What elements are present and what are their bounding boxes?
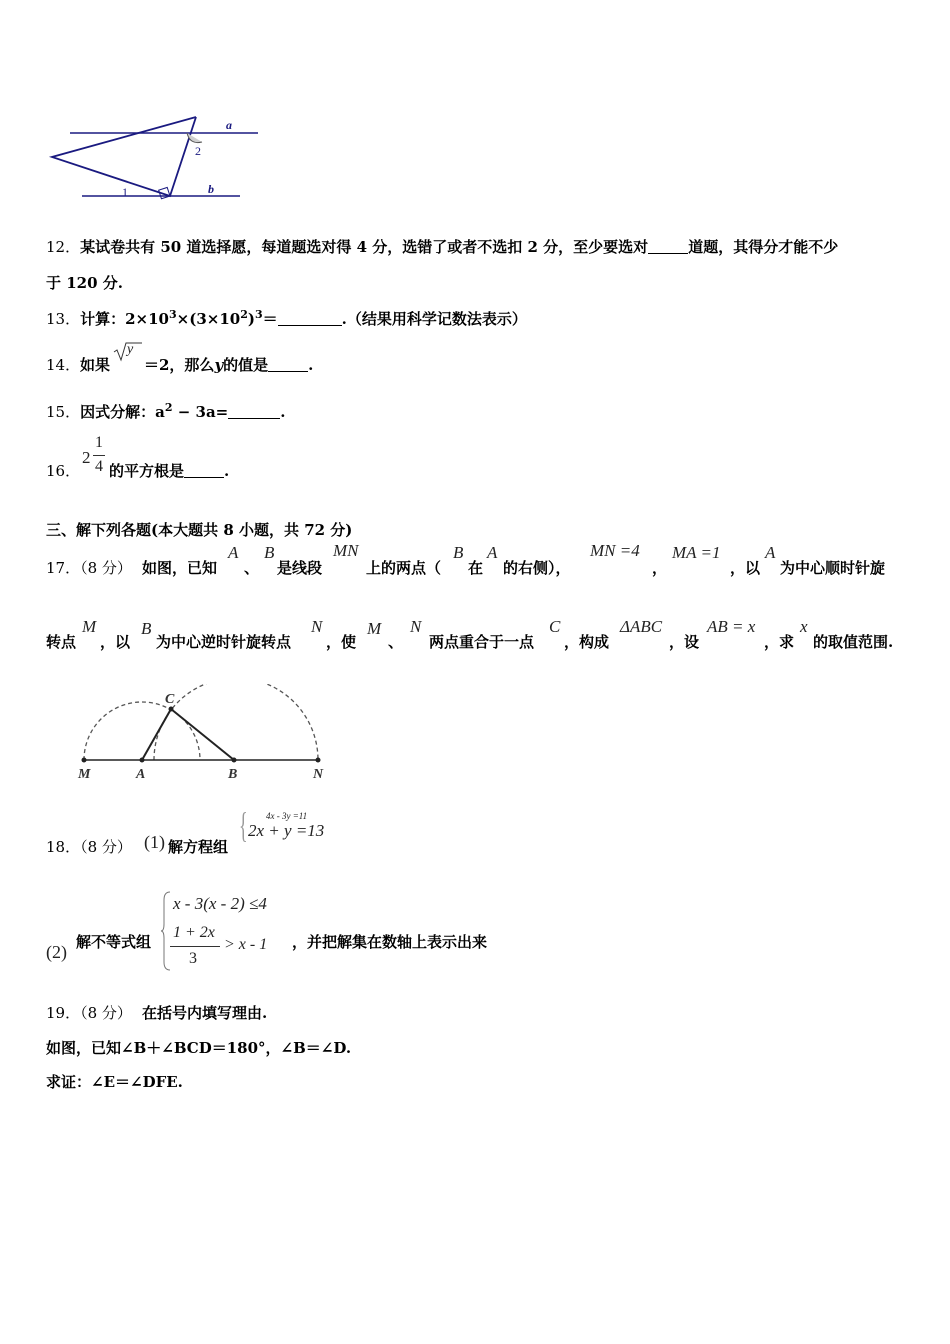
label-B: B (228, 767, 238, 782)
var-A: A (228, 543, 239, 562)
point-A (140, 758, 145, 763)
inequality-brace (160, 890, 172, 972)
part-1-label: (1) (144, 832, 165, 852)
question-19-given: 如图，已知∠B＋∠BCD＝180°，∠B＝∠D. (46, 1039, 352, 1057)
label-N: N (313, 767, 324, 782)
question-12-line2: 于 120 分. (46, 274, 123, 292)
q17-l2-text-9: 的取值范围. (813, 633, 894, 651)
var-N: N (311, 617, 323, 636)
inequality-1: x - 3(x - 2) ≤4 (173, 894, 267, 913)
point-N (316, 758, 321, 763)
inequality-2-numerator: 1 + 2x (173, 924, 215, 941)
point-C (169, 707, 174, 712)
answer-blank[interactable] (648, 239, 688, 254)
label-C: C (165, 692, 175, 707)
question-16-body: 的平方根是 . (109, 462, 230, 480)
part-2-text: 解不等式组 (76, 933, 152, 951)
segment-BC (171, 709, 234, 760)
equation-1: 4x - 3y =11 (266, 811, 308, 821)
angle-2-arc (187, 133, 202, 143)
var-M: M (82, 617, 97, 636)
inequality-fraction-bar (170, 946, 220, 947)
inequality-2-rhs: > x - 1 (224, 936, 268, 953)
ma-equation: MA =1 (672, 543, 721, 562)
question-13: 13．计算：$2\times 10^3\times(3\times 10^2)^3=$ .（结果用科学记数法表示） (46, 308, 527, 328)
arc-around-B (154, 684, 318, 760)
question-14-number: 14． (46, 356, 81, 374)
var-MN: MN (333, 541, 359, 560)
var-x: x (800, 617, 808, 636)
q17-text-1: 如图，已知 (142, 559, 218, 577)
q17-sep: 、 (244, 559, 260, 577)
question-18-number: 18．（8 分） (46, 838, 132, 856)
q17-l2-text-7: ，设 (669, 633, 700, 651)
answer-blank[interactable] (278, 311, 342, 326)
q17-l2-sep: 、 (388, 633, 404, 651)
question-16-number: 16． (46, 462, 81, 480)
var-N: N (410, 617, 422, 636)
triangle-abc: ΔABC (620, 617, 663, 636)
radicand-y: y (127, 342, 134, 357)
q17-l2-text-2: ，以 (100, 633, 131, 651)
question-19-prove: 求证：∠E＝∠DFE. (46, 1073, 183, 1091)
label-b: b (208, 182, 214, 196)
ab-equation: AB = x (707, 617, 756, 636)
q17-l2-text-4: ，使 (326, 633, 357, 651)
mixed-whole: 2 (82, 448, 91, 467)
fraction-numerator: 1 (95, 434, 103, 451)
rotation-figure (70, 684, 340, 788)
part-1-text: 解方程组 (168, 838, 229, 856)
arc-around-A (84, 702, 200, 760)
question-17-number: 17．（8 分） (46, 559, 132, 577)
var-A: A (765, 543, 776, 562)
part-2-label: (2) (46, 942, 67, 962)
point-M (82, 758, 87, 763)
inequality-2-denominator: 3 (189, 950, 197, 967)
var-M: M (367, 619, 382, 638)
q17-l2-text-3: 为中心逆时针旋转点 (156, 633, 292, 651)
mn-equation: MN =4 (590, 541, 640, 560)
system-brace: { (239, 805, 248, 845)
fraction-bar (93, 455, 105, 456)
var-A: A (487, 543, 498, 562)
var-C: C (549, 617, 561, 636)
q17-text-3: 上的两点（ (366, 559, 442, 577)
var-B: B (453, 543, 464, 562)
q17-l2-text-1: 转点 (46, 633, 77, 651)
answer-blank[interactable] (184, 463, 224, 478)
q17-l2-text-5: 两点重合于一点 (429, 633, 535, 651)
part-2-tail: ，并把解集在数轴上表示出来 (292, 933, 488, 951)
question-19-number: 19．（8 分） (46, 1004, 132, 1022)
q17-text-4: 在 (468, 559, 484, 577)
segment-AC (142, 709, 171, 760)
label-1: 1 (122, 185, 128, 199)
q17-comma: ， (652, 559, 668, 577)
answer-blank[interactable] (228, 404, 280, 419)
answer-blank[interactable] (268, 357, 308, 372)
q17-text-7: 为中心顺时针旋 (780, 559, 886, 577)
parallel-lines-figure (40, 108, 270, 204)
q17-text-6: ，以 (730, 559, 761, 577)
question-15: 15．因式分解：$a^2 - 3a=$ . (46, 401, 286, 421)
q17-l2-text-8: ，求 (764, 633, 795, 651)
q17-text-5: 的右侧）， (503, 559, 571, 577)
q17-text-2: 是线段 (277, 559, 323, 577)
question-12: 12．某试卷共有 50 道选择愿，每道题选对得 4 分，选错了或者不选扣 2 分，至少要选对 道题，其得分才能不少 (46, 238, 839, 256)
label-A: A (136, 767, 146, 782)
var-B: B (264, 543, 275, 562)
label-a: a (226, 118, 232, 132)
q17-l2-text-6: ，构成 (564, 633, 610, 651)
label-M: M (78, 767, 91, 782)
var-B: B (141, 619, 152, 638)
label-2: 2 (195, 144, 201, 158)
question-14-body: ＝2，那么y的值是 . (144, 356, 314, 374)
fraction-denominator: 4 (95, 458, 103, 475)
point-B (232, 758, 237, 763)
equation-2: 2x + y =13 (248, 821, 325, 840)
question-19-text: 在括号内填写理由. (142, 1004, 268, 1022)
section-heading: 三、解下列各题(本大题共 8 小题，共 72 分) (46, 521, 353, 539)
question-14-prefix: 如果 (80, 356, 111, 374)
